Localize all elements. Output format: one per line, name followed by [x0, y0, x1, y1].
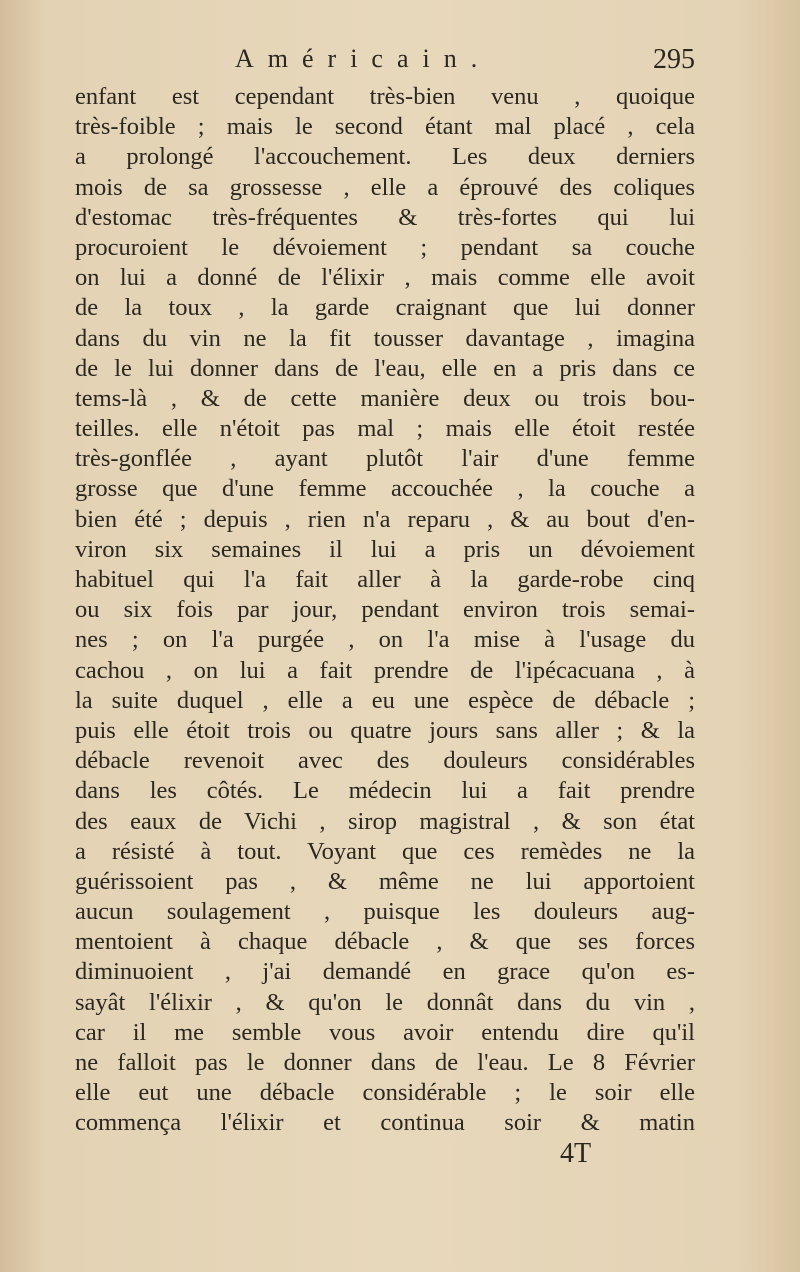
- text-line: dans les côtés. Le médecin lui a fait prendre: [75, 777, 695, 805]
- text-line: tems-là , & de cette manière deux ou trois bou-: [75, 384, 695, 412]
- text-line: guérissoient pas , & même ne lui apportoient: [75, 867, 695, 895]
- text-line: aucun soulagement , puisque les douleurs aug-: [75, 898, 695, 926]
- text-line: mentoient à chaque débacle , & que ses forces: [75, 928, 695, 956]
- text-line: dans du vin ne la fit tousser davantage , imagina: [75, 324, 695, 352]
- text-line: grosse que d'une femme accouchée , la couche a: [75, 475, 695, 503]
- text-line: cachou , on lui a fait prendre de l'ipécacuana , à: [75, 656, 695, 684]
- text-line: a résisté à tout. Voyant que ces remèdes ne la: [75, 837, 695, 865]
- text-line: diminuoient , j'ai demandé en grace qu'on es-: [75, 958, 695, 986]
- text-line: ne falloit pas le donner dans de l'eau. Le 8 Février: [75, 1049, 695, 1076]
- text-line: très-foible ; mais le second étant mal placé , cela: [75, 113, 695, 141]
- text-line: mois de sa grossesse , elle a éprouvé des coliques: [75, 173, 695, 201]
- text-line: nes ; on l'a purgée , on l'a mise à l'usage du: [75, 626, 695, 654]
- text-line: de la toux , la garde craignant que lui donner: [75, 294, 695, 322]
- text-line: commença l'élixir et continua soir & matin: [75, 1109, 695, 1137]
- text-line: teilles. elle n'étoit pas mal ; mais elle étoit restée: [75, 415, 695, 443]
- text-line: viron six semaines il lui a pris un dévoiement: [75, 535, 695, 563]
- text-line: de le lui donner dans de l'eau, elle en a pris dans ce: [75, 354, 695, 382]
- text-line: puis elle étoit trois ou quatre jours sans aller ; & la: [75, 716, 695, 744]
- text-line: enfant est cependant très-bien venu , quoique: [75, 83, 695, 110]
- text-line: bien été ; depuis , rien n'a reparu , & au bout d'en-: [75, 505, 695, 533]
- text-line: la suite duquel , elle a eu une espèce de débacle ;: [75, 686, 695, 714]
- text-line: sayât l'élixir , & qu'on le donnât dans du vin ,: [75, 988, 695, 1016]
- body-text: [75, 82, 695, 1139]
- printer-signature-mark: 4T: [560, 1138, 592, 1169]
- text-line: car il me semble vous avoir entendu dire qu'il: [75, 1018, 695, 1046]
- text-line: très-gonflée , ayant plutôt l'air d'une femme: [75, 445, 695, 473]
- text-line: débacle revenoit avec des douleurs considérables: [75, 747, 695, 775]
- text-line: des eaux de Vichi , sirop magistral , & son état: [75, 807, 695, 835]
- page-header: [75, 44, 695, 84]
- page-number: 295: [653, 44, 695, 75]
- text-line: habituel qui l'a fait aller à la garde-robe cinq: [75, 566, 695, 593]
- text-line: on lui a donné de l'élixir , mais comme elle avoit: [75, 264, 695, 292]
- text-line: d'estomac très-fréquentes & très-fortes qui lui: [75, 203, 695, 231]
- text-line: ou six fois par jour, pendant environ trois semai-: [75, 596, 695, 624]
- text-line: procuroient le dévoiement ; pendant sa couche: [75, 233, 695, 261]
- text-line: a prolongé l'accouchement. Les deux derniers: [75, 143, 695, 171]
- text-line: elle eut une débacle considérable ; le soir elle: [75, 1079, 695, 1107]
- running-title: Américain.: [235, 44, 492, 73]
